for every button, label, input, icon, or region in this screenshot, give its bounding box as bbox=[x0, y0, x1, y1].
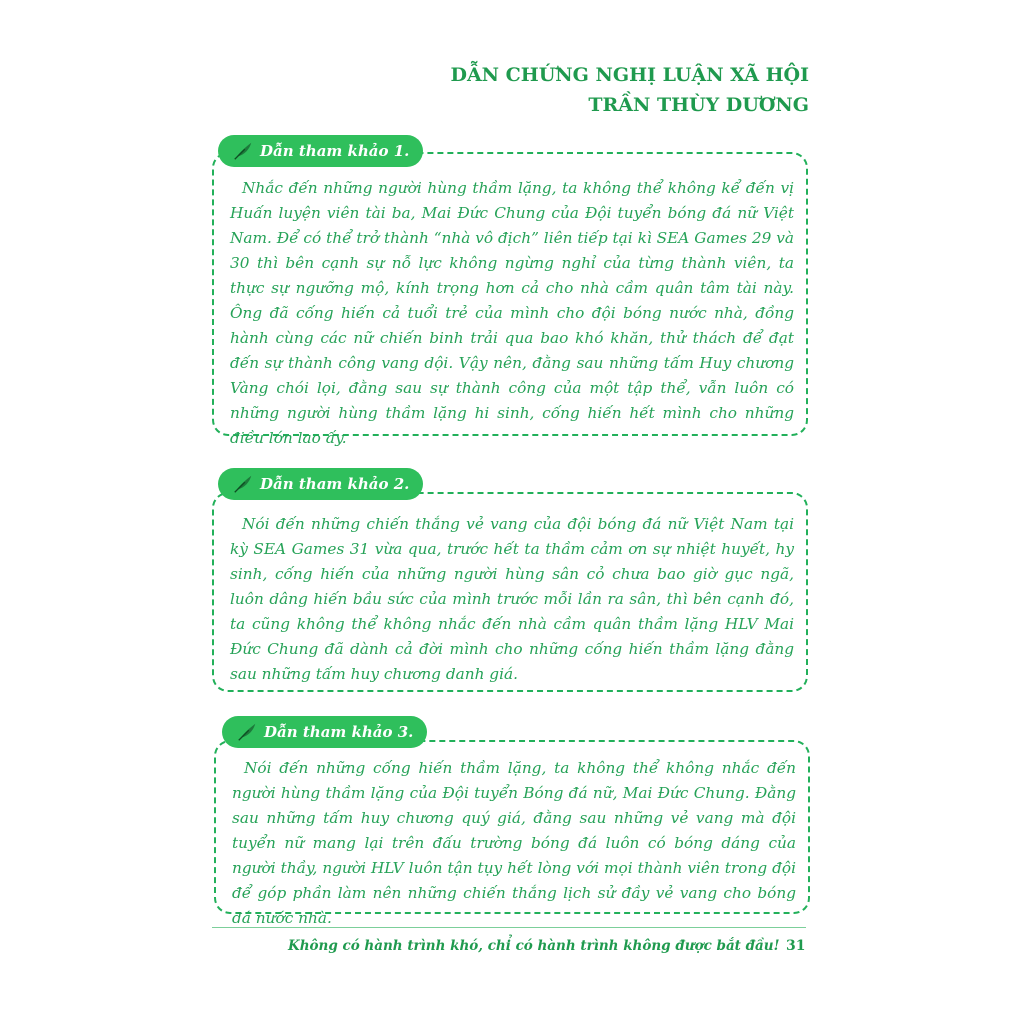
reference-label-3: Dẫn tham khảo 3. bbox=[264, 723, 414, 741]
reference-tag-1 bbox=[218, 135, 423, 167]
reference-box-3 bbox=[214, 740, 810, 927]
reference-tag-3 bbox=[222, 716, 427, 748]
footer-divider bbox=[212, 927, 806, 928]
feather-icon bbox=[232, 473, 254, 495]
reference-box-1 bbox=[212, 152, 808, 447]
footer-quote: Không có hành trình khó, chỉ có hành trình không được bắt đầu! bbox=[288, 938, 780, 954]
reference-label-2: Dẫn tham khảo 2. bbox=[260, 475, 410, 493]
page-header bbox=[450, 60, 809, 120]
header-title: DẪN CHỨNG NGHỊ LUẬN XÃ HỘI bbox=[450, 64, 809, 86]
reference-text-1: Nhắc đến những người hùng thầm lặng, ta không thể không kể đến vị Huấn luyện viên tài ba, Mai Đức Chung của Đội tuyển bóng đá nữ Việt Nam. Để có thể trở thành “nhà vô địch” liên tiếp tại kì SEA Games 29 và 30 thì bên cạnh sự nỗ lực không ngừng nghỉ của từng thành viên, ta thực sự ngưỡng mộ, kính trọng hơn cả cho nhà cầm quân tâm tài này. Ông đã cống hiến cả tuổi trẻ của mình cho đội bóng nước nhà, đồng hành cùng các nữ chiến binh trải qua bao khó khăn, thử thách để đạt đến sự thành công vang dội. Vậy nên, đằng sau những tấm Huy chương Vàng chói lọi, đằng sau sự thành công của một tập thể, vẫn luôn có những người hùng thầm lặng hi sinh, cống hiến hết mình cho những điều lớn lao ấy. bbox=[230, 179, 794, 447]
feather-icon bbox=[232, 140, 254, 162]
reference-tag-2 bbox=[218, 468, 423, 500]
page-number: 31 bbox=[786, 938, 806, 954]
feather-icon bbox=[236, 721, 258, 743]
reference-text-2: Nói đến những chiến thắng vẻ vang của đội bóng đá nữ Việt Nam tại kỳ SEA Games 31 vừa qua, trước hết ta thầm cảm ơn sự nhiệt huyết, hy sinh, cống hiến của những người hùng sân cỏ chưa bao giờ gục ngã, luôn dâng hiến bầu sức của mình trước mỗi lần ra sân, thì bên cạnh đó, ta cũng không thể không nhắc đến nhà cầm quân thầm lặng HLV Mai Đức Chung đã dành cả đời mình cho những cống hiến thầm lặng đằng sau những tấm huy chương danh giá. bbox=[230, 515, 794, 683]
reference-box-2 bbox=[212, 492, 808, 692]
reference-label-1: Dẫn tham khảo 1. bbox=[260, 142, 410, 160]
header-author: TRẦN THÙY DƯƠNG bbox=[588, 94, 809, 116]
reference-text-3: Nói đến những cống hiến thầm lặng, ta không thể không nhắc đến người hùng thầm lặng của Đội tuyển Bóng đá nữ, Mai Đức Chung. Đằng sau những tấm huy chương quý giá, đằng sau những vẻ vang mà đội tuyển nữ mang lại trên đấu trường bóng đá luôn có bóng dáng của người thầy, người HLV luôn tận tụy hết lòng với mọi thành viên trong đội để góp phần làm nên những chiến thắng lịch sử đầy vẻ vang cho bóng đá nước nhà. bbox=[232, 759, 796, 927]
